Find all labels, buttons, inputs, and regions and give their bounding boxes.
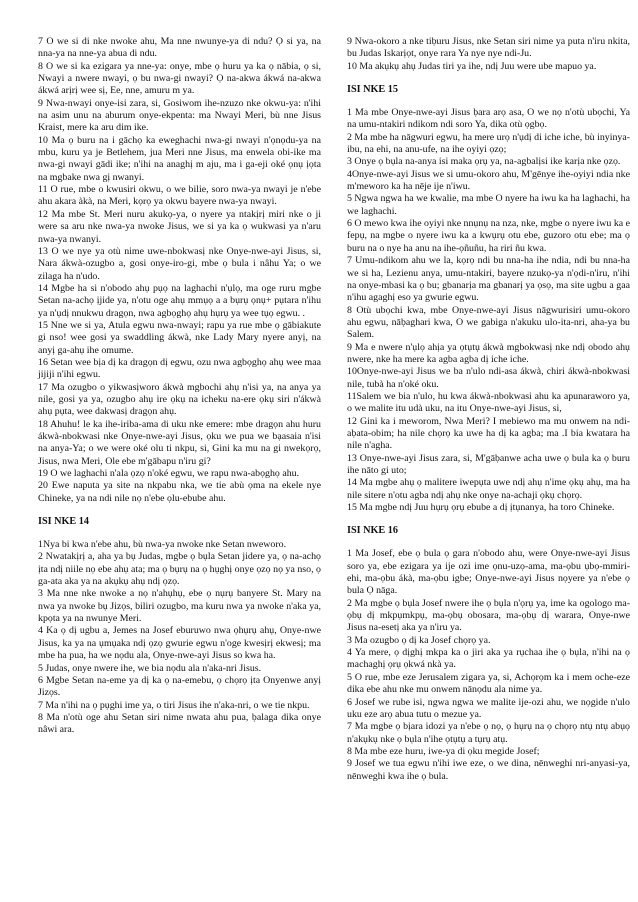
verse: 4 Ya mere, ọ dịghị mkpa ka o jiri aka ya rụchaa ihe ọ bụla, n'ihi na ọ machaghị ọrụ ọkwá nkà ya. xyxy=(347,647,630,671)
verse: 8 Ma n'otù oge ahu Setan siri nime nwata ahu pua, ḅalaga dika onye nâwi ara. xyxy=(38,711,321,736)
verse: 7 Ma mgbe ọ bịara idozi ya n'ebe ọ nọ, ọ hụrụ na ọ chọrọ ntụ ntụ abụọ n'akụkụ nke ọ bụla n'ihe ọtụtụ a tụrụ atụ. xyxy=(347,721,630,745)
verse: 17 Ma ozugbo o yikwasịworo ákwà mgbochi ahụ n'isi ya, na anya ya nile, gosi ya ya, ozugbo ahụ ire ọkụ na icheku na-ere ọkụ siri n'ákwà ahụ pụta, wee dakwasị dragọn ahụ. xyxy=(38,381,321,418)
verse: 19 O we laghachi n'ala ọzọ n'oké egwu, we rapu nwa-abọghọ ahu. xyxy=(38,468,300,480)
verse: 13 O we nye ya otù nime uwe-nbokwasị nke Onye-nwe-ayi Jisus, si, Nara ákwà-ozugbo a, gosi onye-iro-gi, mbe ọ bula i nâhu Ya; o we zilaga ha n'udo. xyxy=(38,245,321,282)
verse: 9 Josef we tua egwu n'ihi iwe eze, o we dina, nēnweghi nri-anyasi-ya, nēnweghi kwa ihe ọ bula. xyxy=(347,758,630,782)
chapter-heading: ISI NKE 14 xyxy=(38,516,89,528)
verse: 7 Umu-ndikom ahu we la, kọrọ ndi bu nna-ha ihe ndia, ndi bu nna-ha we si ha, Lezienu anya, umu-ntakiri, bayere nzukọ-ya n'ọdi-n'iru, n'ihi na onye-mbasi ka ọ bu; gbanarịa ma gbanarị ya ọsọ, ma site ugbu a gaa n'ihu agaghị eso ya gwurie egwu. xyxy=(347,255,630,304)
verse: 7 O we si di nke nwoke ahu, Ma nne nwunye-ya di ndu? Ọ si ya, na nna-ya na nne-ya abua di ndu. xyxy=(38,36,321,60)
chapter-heading: ISI NKE 16 xyxy=(347,525,398,537)
right-verses-a xyxy=(347,36,630,73)
verse: 1 Ma mbe Onye-nwe-ayi Jisus ḅara arọ asa, O we nọ n'otù ubọchi, Ya na umu-ntakiri ndikom ndi soro Ya, dika otù ọgbọ. xyxy=(347,107,630,131)
right-verses-b xyxy=(347,107,630,514)
verse: 1 Ma Josef, ebe ọ bula ọ gara n'obodo ahu, were Onye-nwe-ayi Jisus soro ya, ebe ezigara ya ije ozi ime ọnu-uzọ-ama, ma-ọbu ụbọ-mmiri-ehi, ma-ọbu ákà, ma-ọbu igbe; Onye-nwe-ayi Jisus nọyere ya n'ebe ọ bula Ọ nāga. xyxy=(347,548,630,597)
verse: 4Onye-nwe-ayi Jisus we si umu-okoro ahu, M'gēnye ihe-oyiyi ndia nke m'meworo ka ha nēje ije n'iwu. xyxy=(347,168,630,193)
verse: 4 Ka ọ dị ugbu a, Jemes na Josef eburuwo nwa ọhụrụ ahụ, Onye-nwe Jisus, ka ya na ụmụaka ndị ọzọ gwurie egwu n'oge kwesịrị ekwesị; ma mbe ha pua, ha we nọdu ala, Onye-nwe-ayi Jisus so kwa ha. xyxy=(38,625,321,662)
right-verses-c xyxy=(347,548,630,783)
verse: 7 Ma n'ihi na ọ pụghi ime ya, o tiri Jisus ihe n'aka-nri, o we tie nkpu. xyxy=(38,699,310,711)
verse: 15 Ma mgbe ndị Juu hụrụ ọrụ ebube a dị ịtụnanya, ha toro Chineke. xyxy=(347,502,615,514)
verse: 10 Ma akụkụ ahụ Judas tiri ya ihe, ndị Juu were ube mapuo ya. xyxy=(347,60,597,72)
verse: 8 O we si ka ezigara ya nne-ya: onye, mbe ọ huru ya ka ọ nābia, ọ si, Nwayi a nwere nwayi, ọ bu nwa-gi nwayi? Ọ na-akwa ákwá na-akwa ákwá arịrị wee sị, Ee, nne, amuru m ya. xyxy=(38,60,321,97)
left-verses-a xyxy=(38,36,321,505)
left-verses-b xyxy=(38,539,321,737)
verse: 8 Otù ubọchi kwa, mbe Onye-nwe-ayi Jisus nāgwurisiri umu-okoro ahu egwu, nāḅaghari kwa, O we gabiga n'akuku ulo-ita-nri, aha-ya bu Salem. xyxy=(347,304,630,341)
verse: 2 Ma mgbe ọ bụla Josef nwere ihe ọ bụla n'ọrụ ya, ime ka ogologo ma-ọbụ dị mkpụmkpụ, ma-ọbụ obosara, ma-ọbụ dị warara, Onye-nwe Jisus na-esetị aka ya n'iru ya. xyxy=(347,597,630,634)
left-column xyxy=(38,36,321,902)
verse: 9 Nwa-okoro a nke tiḅuru Jisus, nke Setan siri nime ya puta n'iru nkita, bu Judas Iskarịọt, onye rara Ya nye nye ndi-Ju. xyxy=(347,36,630,60)
verse: 9 Nwa-nwayi onye-isi zara, si, Gosiwom ihe-nzuzo nke okwu-ya: n'ihi na asim unu na aburum onye-ekpenta: ma Nwayi Meri, bù nne Jisus Kraist, mere ka aru dim ike. xyxy=(38,97,321,134)
verse: 12 Ma mbe St. Meri nuru akukọ-ya, o nyere ya ntakịrị miri nke o ji were sa aru nke nwa-ya nwoke Jisus, we si ya ka ọ wukwasi ya n'aru nwa-ya nwanyi. xyxy=(38,208,321,245)
verse: 15 Nne we si ya, Atula egwu nwa-nwayi; rapu ya rue mbe ọ gābiakute gi nso! wee gosi ya swaddling ákwà, nke Lady Mary nyere anyị, na anyị ga-ahụ ihe omume. xyxy=(38,319,321,356)
chapter-heading: ISI NKE 15 xyxy=(347,84,398,96)
verse: 5 O rue, mbe eze Jerusalem zigara ya, si, Achọrọm ka i mem oche-eze dika ebe ahu nke mu onwem nānọdu ala nime ya. xyxy=(347,671,630,696)
right-column xyxy=(347,36,630,902)
verse: 8 Ma mbe eze huru, iwe-ya di ọku megide Josef; xyxy=(347,745,540,757)
verse: 5 Judas, onye nwere ihe, we bia nọdu ala n'aka-nri Jisus. xyxy=(38,662,262,674)
verse: 2 Ma mbe ha nāgwuri egwu, ha mere urọ n'ụdị di iche iche, bù inyinya-ibu, na ehi, na anu-ufe, na ihe oyiyi ọzọ; xyxy=(347,131,630,156)
verse: 6 O mewo kwa ihe oyiyi nke nnụnụ na nza, nke, mgbe o nyere iwu ka e fepụ, na mgbe o nyere iwu ka a kwụrụ otu ebe, guzoro otu ebe; ma ọ buru na o nye ha anu na ihe-ọñuñu, ha riri ñu kwa. xyxy=(347,218,631,254)
verse: 1Nya bi kwa n'ebe ahu, bù nwa-ya nwoke nke Setan nweworo. xyxy=(38,539,287,551)
verse: 16 Setan wee bịa dị ka dragọn dị egwu, ozu nwa agbọghọ ahụ wee maa jijiji n'ihi egwu. xyxy=(38,356,321,381)
verse: 12 Gini ka i meworom, Nwa Meri? I mebiewo ma mu onwem na ndi-aḅata-obim; ha nile chọrọ ka uwe ha dị ka agba; ma .I bia kwatara ha nile n'agha. xyxy=(347,415,630,452)
verse: 20 Ewe naputa ya site na nkpabu nka, we tie abù ọma na ekele nye Chineke, ya na ndi nile nọ n'ebe ọlu-ebube ahu. xyxy=(38,480,321,504)
verse: 3 Ma ozugbo ọ dị ka Josef chọrọ ya. xyxy=(347,634,491,646)
verse: 6 Mgbe Setan na-eme ya dị ka ọ na-emebu, ọ chọrọ ịta Onyenwe anyị Jizọs. xyxy=(38,674,321,699)
verse: 6 Josef we rube isi, ngwa ngwa we malite ije-ozi ahu, we nọgide n'ulo uku eze arọ abua tutu o mezue ya. xyxy=(347,696,630,720)
verse: 14 Mgbe ha si n'obodo ahụ pụọ na laghachi n'ụlọ, ma oge ruru mgbe Setan na-achọ ịjide ya, n'otu oge ahụ mmụọ a a bụrụ ọnụ+ pụtara n'ihu ya n'ụdị nnukwu dragọn, nwa agbọghọ ahụ hụrụ ya wee tụọ egwu. . xyxy=(38,282,321,319)
verse: 11Salem we bia n'ulo, hu kwa ákwà-nbokwasi ahu ka apunaraworo ya, o we malite itu udà uku, na itu Onye-nwe-ayi Jisus, si, xyxy=(347,390,630,415)
verse: 10Onye-nwe-ayi Jisus we ba n'ulo ndi-asa ákwà, chiri ákwà-nbokwasi nile, tubà ha n'oké oku. xyxy=(347,366,630,390)
verse: 5 Ngwa ngwa ha we kwalie, ma mbe O nyere ha iwu ka ha laghachi, ha we laghachi. xyxy=(347,193,630,217)
verse: 14 Ma mgbe ahụ ọ malitere iwepụta uwe ndị ahụ n'ime ọkụ ahụ, ma ha nile sitere n'otu agba ndị ahụ nke onye na-achaji ọkụ chọrọ. xyxy=(347,477,630,501)
verse: 2 Nwatakịrị a, aha ya bụ Judas, mgbe ọ bụla Setan jidere ya, ọ na-achọ ịta ndị niile nọ ebe ahụ ata; ma ọ bụrụ na ọ hụghị onye ọzọ nọ ya nso, ọ ga-ata aka ya na akụkụ ahụ ndị ọzọ. xyxy=(38,551,321,588)
verse: 9 Ma e nwere n'ụlọ ahịa ya ọtụtụ ákwà mgbokwasị nke ndị obodo ahụ nwere, nke ha mere ka agba agba dị iche iche. xyxy=(347,341,630,365)
verse: 3 Ma nne nke nwoke a nọ n'ahụhụ, ebe ọ nụrụ banyere St. Mary na nwa ya nwoke bụ Jizọs, biliri ozugbo, ma kuru nwa ya nwoke n'aka ya, kpọta ya na nwunye Meri. xyxy=(38,588,321,625)
verse: 18 Ahuhu! le ka ihe-iriba-ama di uku nke emere: mbe dragọn ahu huru ákwà-nbokwasi nke Onye-nwe-ayi Jisus, ọku we pua we bạasaia n'isi na anya-Ya; o we were oké olu ti nkpu, si, Gini ka mu na gi nwekọrọ, Jisus, nwa Meri, Ole ebe m'gābapu n'iru gi? xyxy=(38,418,321,467)
verse: 13 Onye-nwe-ayi Jisus zara, si, M'gāḅanwe acha uwe ọ bula ka ọ buru ihe nāto gi uto; xyxy=(347,452,630,476)
verse: 10 Ma ọ buru na i gāchọ ka eweghachi nwa-gi nwayi n'ọnọdu-ya na mbu, kuru ya je Betlehem, jua Meri nne Jisus, ma enwela obi-ike ma nwa-gi nwayi gādi ike; n'ihi na anaghị m aju, ma i ga-eji oké ọnụ ịọta na mgbake nwa gị nwanyi. xyxy=(38,134,321,183)
verse: 11 O rue, mbe o kwusiri okwu, o we bilie, soro nwa-ya nwayi je n'ebe ahu akara àkà, na Meri, kọrọ ya okwu bayere nwa-ya nwayi. xyxy=(38,184,321,208)
verse: 3 Onye ọ bụla na-anya isi maka ọrụ ya, na-agbalịsi ike karịa nke ọzọ. xyxy=(347,156,621,168)
